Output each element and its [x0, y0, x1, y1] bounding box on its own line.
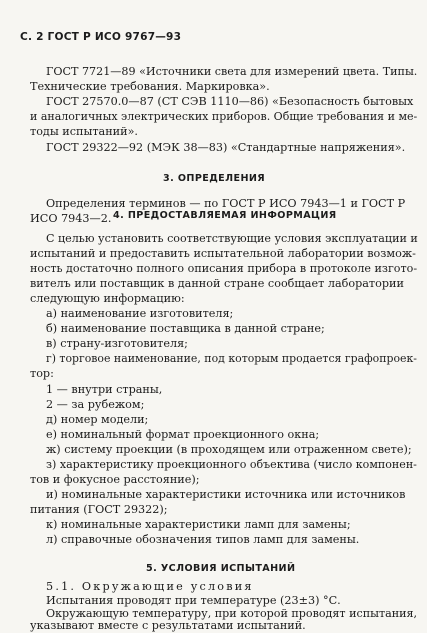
list-item: л) справочные обозначения типов ламп для замены.: [46, 533, 360, 546]
list-item: 2 — за рубежом;: [46, 398, 145, 411]
list-item: к) номинальные характеристики ламп для замены;: [46, 518, 351, 531]
subsection-heading: 5.1. Окружающие условия: [46, 580, 254, 593]
text-line: питания (ГОСТ 29322);: [30, 503, 168, 516]
list-item: 1 — внутри страны,: [46, 383, 163, 396]
running-header: С. 2 ГОСТ Р ИСО 9767—93: [20, 31, 182, 43]
text-line: тор:: [30, 367, 54, 380]
section-heading: 3. ОПРЕДЕЛЕНИЯ: [163, 173, 266, 184]
text-line: Определения терминов — по ГОСТ Р ИСО 7943—1 и ГОСТ Р: [46, 197, 406, 210]
text-line: тов и фокусное расстояние);: [30, 473, 200, 486]
list-item: е) номинальный формат проекционного окна;: [46, 428, 320, 441]
text-line: ность достаточно полного описания прибора в протоколе изгото-: [30, 262, 418, 275]
list-item: д) номер модели;: [46, 413, 149, 426]
text-line: испытаний и предоставить испытательной лаборатории возмож-: [30, 247, 416, 260]
text-line: Окружающую температуру, при которой проводят испытания,: [46, 607, 418, 620]
list-item: в) страну-изготовителя;: [46, 337, 188, 350]
text-line: следующую информацию:: [30, 292, 185, 305]
text-line: и аналогичных электрических приборов. Общие требования и ме-: [30, 110, 418, 123]
text-line: ГОСТ 27570.0—87 (СТ СЭВ 1110—86) «Безопасность бытовых: [46, 95, 414, 108]
text-line: ГОСТ 7721—89 «Источники света для измерений цвета. Типы.: [46, 65, 418, 78]
section-heading: 5. УСЛОВИЯ ИСПЫТАНИЙ: [146, 563, 296, 574]
text-line: вителъ или поставщик в данной стране сообщает лаборатории: [30, 277, 404, 290]
text-line: ИСО 7943—2.: [30, 212, 112, 225]
list-item: и) номинальные характеристики источника или источников: [46, 488, 406, 501]
text-line: Технические требования. Маркировка».: [30, 80, 270, 93]
text-line: ГОСТ 29322—92 (МЭК 38—83) «Стандартные напряжения».: [46, 141, 406, 154]
list-item: б) наименование поставщика в данной стране;: [46, 322, 325, 335]
text-line: Испытания проводят при температуре (23±3) °С.: [46, 594, 341, 607]
list-item: а) наименование изготовителя;: [46, 307, 234, 320]
text-line: указывают вместе с результатами испытаний.: [30, 619, 306, 632]
list-item: з) характеристику проекционного объектива (число компонен-: [46, 458, 417, 471]
text-line: С целью установить соответствующие условия эксплуатации и: [46, 232, 418, 245]
section-heading: 4. ПРЕДОСТАВЛЯЕМАЯ ИНФОРМАЦИЯ: [113, 210, 337, 221]
list-item: г) торговое наименование, под которым продается графопроек-: [46, 352, 417, 365]
list-item: ж) систему проекции (в проходящем или отраженном свете);: [46, 443, 412, 456]
text-line: тоды испытаний».: [30, 125, 138, 138]
